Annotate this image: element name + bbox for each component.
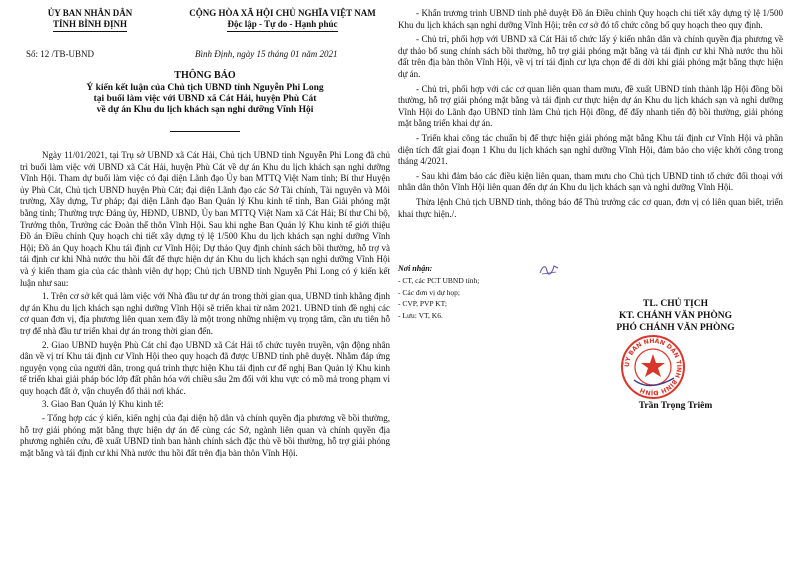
recipient-item: - Các đơn vị dự họp; (398, 287, 460, 297)
official-seal-icon (620, 334, 686, 400)
paragraph-task-3: - Chủ trì, phối hợp với các cơ quan liên quan tham mưu, đề xuất UBND tỉnh thành lập Hội đồng bồi thường, hỗ trợ giải phóng mặt bằng và tái định cư thực hiện dự án Khu du lịch khách sạn và nghỉ dưỡng Vĩnh Hội do Lãnh đạo UBND tỉnh làm Chủ tịch Hội đồng, để đẩy nhanh tiến độ bồi thường, giải phóng mặt bằng triển khai dự án. (398, 83, 783, 129)
paragraph-item-1: 1. Trên cơ sở kết quả làm việc với Nhà đầu tư dự án trong thời gian qua, UBND tỉnh khẳng định dự án Khu du lịch khách sạn nghỉ dưỡng Vĩnh Hội sẽ triển khai từ năm 2021. UBND tỉnh đề nghị các cơ quan đơn vị, địa phương liên quan xem đây là một trong những nhiệm vụ trọng tâm, cần ưu tiên hỗ trợ để nhà đầu tư triển khai dự án trong thời gian đến. (20, 291, 390, 336)
paragraph-task-4: - Triển khai công tác chuẩn bị để thực hiện giải phóng mặt bằng Khu tái định cư Vĩnh Hội và phần diện tích đất giai đoạn 1 Khu du lịch khách sạn nghỉ dưỡng Vĩnh Hội, đảm bảo cho việc khởi công trong tháng 4/2021. (398, 132, 783, 167)
paragraph-closing: Thừa lệnh Chủ tịch UBND tỉnh, thông báo để Thủ trưởng các cơ quan, đơn vị có liên quan biết, triển khai thực hiện./. (398, 196, 783, 219)
recipient-item: - CVP, PVP KT; (398, 299, 447, 308)
title-line-1: Ý kiến kết luận của Chủ tịch UBND tỉnh Nguyễn Phi Long (86, 83, 324, 93)
paragraph-item-2: 2. Giao UBND huyện Phù Cát chỉ đạo UBND xã Cát Hải tổ chức tuyên truyền, vận động nhân dân về vị trí Khu tái định cư Vĩnh Hội theo quy hoạch đã được UBND tỉnh phê duyệt. Nhằm đáp ứng nguyện vọng của người dân, trong quá trình thực hiện Khu tái định cư để nghị Ban Quản lý Khu kinh tế triển khai giải pháp bóc lớp đất phân hóa với chiều sâu 2m đối với khu vực có mồ mả trong phạm vi quy hoạch đất ở, vận chuyển đổ thải nơi khác. (20, 339, 390, 396)
national-header (175, 8, 390, 32)
signature-line-3: PHÓ CHÁNH VĂN PHÒNG (616, 323, 735, 333)
paragraph-task-5: - Sau khi đảm bảo các điều kiện liên quan, tham mưu cho Chủ tịch UBND tỉnh tổ chức đối thoại với nhân dân thôn Vĩnh Hội liên quan đến dự án Khu du lịch khách sạn và nghỉ dưỡng Vĩnh Hội. (398, 170, 783, 193)
title-divider (170, 131, 240, 132)
document-number: Số: 12 /TB-UBND (26, 49, 95, 59)
paragraph-item-3: 3. Giao Ban Quản lý Khu kinh tế: (42, 399, 164, 410)
title-line-2: tại buổi làm việc với UBND xã Cát Hải, huyện Phù Cát (93, 94, 317, 104)
signer-name: Trần Trọng Triêm (638, 401, 713, 411)
paragraph-intro: Ngày 11/01/2021, tại Trụ sở UBND xã Cát Hải, Chủ tịch UBND tỉnh Nguyễn Phi Long đã chủ trì buổi làm việc với UBND xã Cát Hải, huyện Phù Cát về dự án Khu du lịch khách sạn nghỉ dưỡng Vĩnh Hội. Tham dự buổi làm việc có đại diện Lãnh đạo Ủy ban MTTQ Việt Nam tỉnh; Bí thư Huyện ủy Phù Cát, Chủ tịch UBND huyện Phù Cát; đại diện Lãnh đạo các Sở Tài chính, Tài nguyên và Môi trường, Xây dựng, Tư pháp; đại diện Lãnh đạo Ban Quản lý Khu kinh tế tỉnh, Ban Giải phóng mặt bằng tỉnh; Thường trực Đảng ủy, HĐND, UBND, Ủy ban MTTQ Việt Nam xã Cát Hải; Bí thư Chi bộ, Trưởng thôn, Trưởng các Đoàn thể thôn Vĩnh Hội. Sau khi nghe Ban Quản lý Khu kinh tế giới thiệu Đồ án Điều chỉnh Quy hoạch chi tiết xây dựng tỷ lệ 1/500 Khu du lịch khách sạn nghỉ dưỡng Vĩnh Hội; Đồ án Quy hoạch Khu tái định cư Vĩnh Hội; Dự thảo Quy định chính sách bồi thường, hỗ trợ và tái định cư khi Nhà nước thu hồi đất để thực hiện dự án Khu du lịch khách sạn nghỉ dưỡng Vĩnh Hội và ý kiến tham gia của các thành viên dự họp; Chủ tịch UBND tỉnh Nguyễn Phi Long có ý kiến kết luận như sau: (20, 150, 390, 288)
agency-name: ỦY BAN NHÂN DÂN (47, 8, 133, 18)
signature-block (568, 298, 783, 334)
recipient-item: - Lưu: VT, K6. (398, 310, 443, 320)
paragraph-task-2: - Chủ trì, phối hợp với UBND xã Cát Hải tổ chức lấy ý kiến nhân dân và chính quyền địa phương về dự thảo bổ sung chính sách bồi thường, hỗ trợ giải phóng mặt bằng và tái định cư khi Nhà nước thu hồi đất trên địa bàn thôn Vĩnh Hội, về vị trí tái định cư lựa chọn để di dời khi giải phóng mặt bằng thực hiện dự án. (398, 34, 783, 79)
seal-text: ỦY BAN NHÂN DÂN TỈNH BÌNH ĐỊNH (623, 337, 683, 397)
paragraph-item-3a: - Tổng hợp các ý kiến, kiến nghị của đại diện hộ dân và chính quyền địa phương về bồi thường, hỗ trợ giải phóng mặt bằng thực hiện dự án để cùng các Sở, ngành liên quan và chính quyền địa phương nghiên cứu, đề xuất UBND tỉnh ban hành chính sách đặc thù về bồi thường, hỗ trợ giải phóng mặt bằng và tái định cư khi Nhà nước thu hồi đất trên địa bàn thôn Vĩnh Hội. (20, 413, 390, 458)
national-motto: Độc lập - Tự do - Hạnh phúc (175, 19, 390, 32)
initials-signature-icon (538, 262, 560, 276)
recipients-list (398, 275, 558, 321)
recipient-item: - CT, các PCT UBND tỉnh; (398, 276, 480, 285)
agency-province: TỈNH BÌNH ĐỊNH (20, 19, 160, 32)
right-body (398, 8, 783, 223)
document-title (20, 83, 390, 116)
country-name: CỘNG HÒA XÃ HỘI CHỦ NGHĨA VIỆT NAM (189, 8, 376, 18)
document-type: THÔNG BÁO (174, 70, 236, 81)
recipients-title: Nơi nhận: (398, 264, 433, 273)
signature-line-2: KT. CHÁNH VĂN PHÒNG (618, 311, 733, 321)
agency-header (20, 8, 160, 32)
document-date: Bình Định, ngày 15 tháng 01 năm 2021 (195, 49, 338, 59)
paragraph-task-1: - Khẩn trương trình UBND tỉnh phê duyệt Đồ án Điều chỉnh Quy hoạch chi tiết xây dựng tỷ lệ 1/500 Khu du lịch khách sạn nghỉ dưỡng Vĩnh Hội; trên cơ sở đó tổ chức công bố quy hoạch theo quy định. (398, 8, 783, 30)
signature-line-1: TL. CHỦ TỊCH (642, 299, 709, 309)
left-body (20, 150, 390, 461)
title-line-3: về dự án Khu du lịch khách sạn nghỉ dưỡng Vĩnh Hội (96, 105, 314, 115)
